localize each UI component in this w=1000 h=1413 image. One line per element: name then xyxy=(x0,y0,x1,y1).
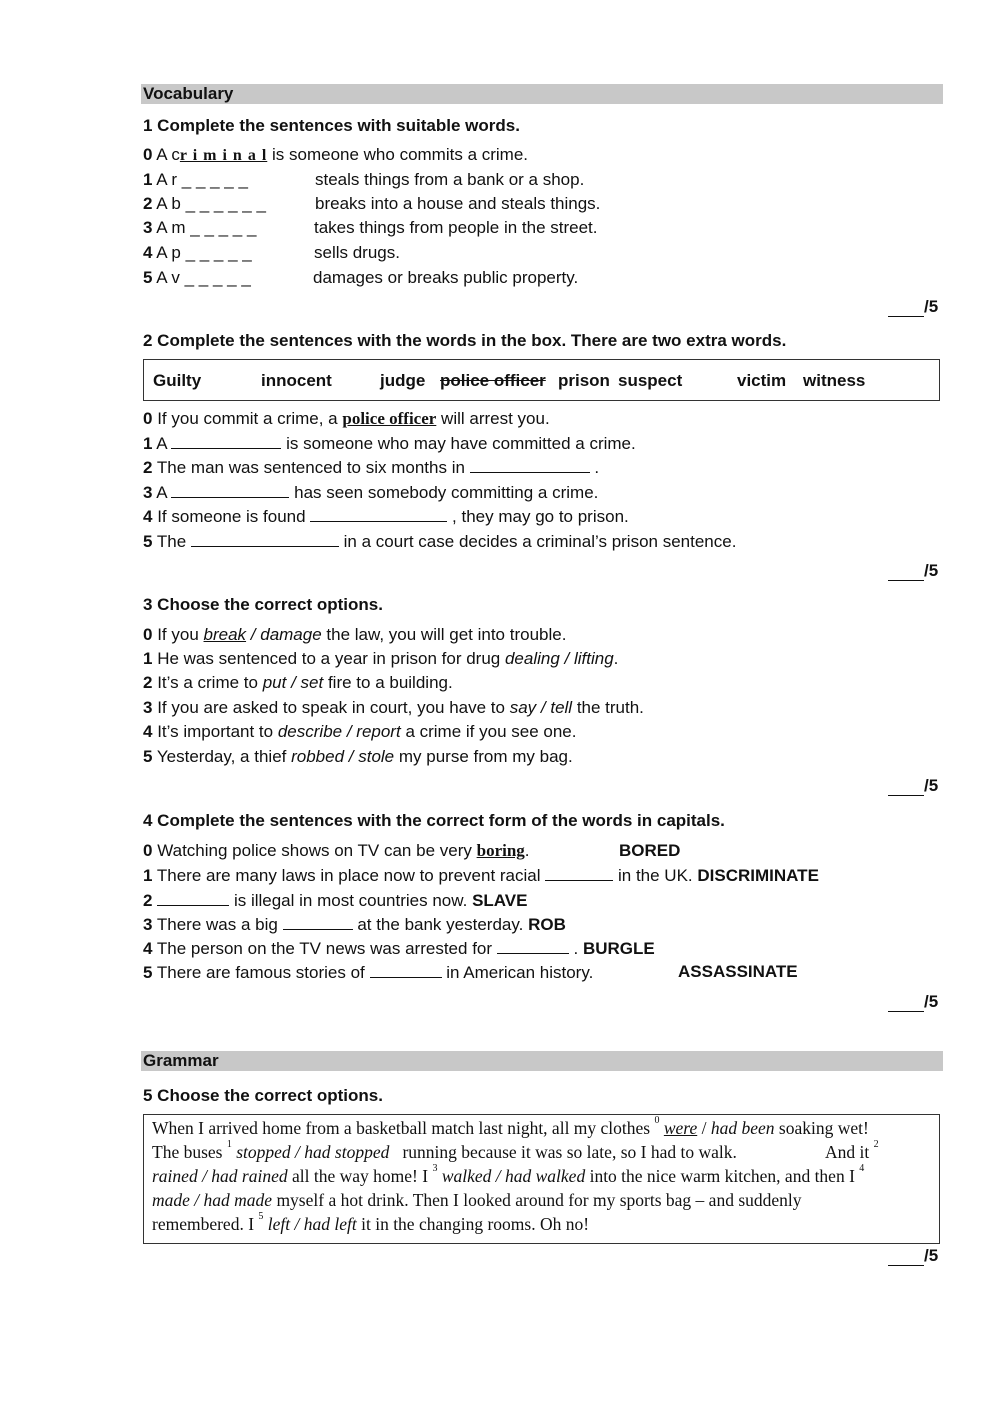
box-word: witness xyxy=(803,371,866,390)
answer-blank[interactable] xyxy=(157,890,229,906)
ex4-item-4: 4 The person on the TV news was arrested for . BURGLE xyxy=(143,939,655,958)
box-word: judge xyxy=(380,371,426,390)
answer-blank[interactable] xyxy=(310,506,447,522)
ex4-item-3: 3 There was a big at the bank yesterday. ROB xyxy=(143,915,566,934)
box-word: Guilty xyxy=(153,371,202,390)
ex2-answer-0: police officer xyxy=(342,409,437,428)
ex5-heading: 5 Choose the correct options. xyxy=(143,1086,383,1105)
ex2-heading: 2 Complete the sentences with the words in the box. There are two extra words. xyxy=(143,331,787,350)
box-word: innocent xyxy=(261,371,332,390)
ex1-item-1-text: steals things from a bank or a shop. xyxy=(315,170,585,189)
ex1-item-4-text: sells drugs. xyxy=(314,243,400,262)
ex4-capital-2: SLAVE xyxy=(472,891,528,910)
box-word: victim xyxy=(737,371,787,390)
ex2-item-4: 4 If someone is found , they may go to prison. xyxy=(143,507,629,526)
ex4-capital-0: BORED xyxy=(619,841,681,860)
ex4-heading: 4 Complete the sentences with the correct form of the words in capitals. xyxy=(143,811,725,830)
ex4-item-1: 1 There are many laws in place now to prevent racial in the UK. DISCRIMINATE xyxy=(143,866,819,885)
ex2-item-1: 1 A is someone who may have committed a crime. xyxy=(143,434,636,453)
ex1-item-0: 0 A cr i m i n a l is someone who commits a crime. xyxy=(143,145,529,164)
section-title-vocabulary: Vocabulary xyxy=(141,84,943,104)
ex1-item-3: 3 A m _ _ _ _ _ xyxy=(143,218,257,237)
answer-blank[interactable] xyxy=(497,938,569,954)
ex1-item-2-text: breaks into a house and steals things. xyxy=(315,194,601,213)
ex4-capital-3: ROB xyxy=(528,915,566,934)
ex1-item-2: 2 A b _ _ _ _ _ _ xyxy=(143,194,266,213)
answer-blank[interactable] xyxy=(171,482,289,498)
grammar-line-1: When I arrived home from a basketball match last night, all my clothes $^0$ were / had been soaking wet! xyxy=(152,1115,869,1138)
ex1-heading: 1 Complete the sentences with suitable words. xyxy=(143,116,520,135)
ex3-item-1: 1 He was sentenced to a year in prison for drug dealing / lifting. xyxy=(143,649,619,668)
ex1-item-4: 4 A p _ _ _ _ _ xyxy=(143,243,252,262)
ex3-item-0: 0 If you break / damage the law, you will get into trouble. xyxy=(143,625,567,644)
grammar-line-3: rained / had rained all the way home! I $^3$ walked / had walked into the nice warm kitchen, and then I $^4$ xyxy=(152,1163,865,1186)
ex3-heading: 3 Choose the correct options. xyxy=(143,595,383,614)
answer-blank[interactable] xyxy=(171,433,281,449)
grammar-line-2: The buses $^1$ stopped / had stopped running because it was so late, so I had to walk. xyxy=(152,1139,737,1162)
answer-blank[interactable] xyxy=(545,865,613,881)
grammar-line-4: made / had made myself a hot drink. Then I looked around for my sports bag – and suddenly xyxy=(152,1190,802,1210)
ex2-item-0: 0 If you commit a crime, a police officer will arrest you. xyxy=(143,409,550,428)
answer-blank[interactable] xyxy=(283,914,353,930)
ex3-item-2: 2 It’s a crime to put / set fire to a building. xyxy=(143,673,453,692)
ex3-item-5: 5 Yesterday, a thief robbed / stole my purse from my bag. xyxy=(143,747,573,766)
ex4-item-2: 2 is illegal in most countries now. SLAVE xyxy=(143,891,528,910)
ex5-score[interactable]: /5 xyxy=(888,1246,942,1266)
ex4-answer-0: boring xyxy=(476,841,525,860)
ex1-answer-0: r i m i n a l xyxy=(179,147,268,164)
box-word-crossed: police officer xyxy=(440,371,546,390)
ex4-capital-5: ASSASSINATE xyxy=(678,962,798,981)
ex2-item-2: 2 The man was sentenced to six months in . xyxy=(143,458,600,477)
ex2-item-5: 5 The in a court case decides a criminal’s prison sentence. xyxy=(143,532,737,551)
grammar-line-5: remembered. I $^5$ left / had left it in the changing rooms. Oh no! xyxy=(152,1211,590,1234)
ex1-item-5-text: damages or breaks public property. xyxy=(313,268,579,287)
box-word: prison xyxy=(558,371,610,390)
ex1-item-3-text: takes things from people in the street. xyxy=(314,218,598,237)
ex4-capital-1: DISCRIMINATE xyxy=(697,866,819,885)
ex2-item-3: 3 A has seen somebody committing a crime. xyxy=(143,483,599,502)
grammar-text-box xyxy=(143,1114,940,1244)
answer-blank[interactable] xyxy=(370,962,442,978)
section-title-grammar: Grammar xyxy=(141,1051,943,1071)
ex1-item-5: 5 A v _ _ _ _ _ xyxy=(143,268,251,287)
answer-blank[interactable] xyxy=(470,457,590,473)
ex2-score[interactable]: /5 xyxy=(888,561,942,581)
ex3-score[interactable]: /5 xyxy=(888,776,942,796)
word-box xyxy=(143,359,940,401)
ex3-item-3: 3 If you are asked to speak in court, you have to say / tell the truth. xyxy=(143,698,644,717)
box-word: suspect xyxy=(618,371,683,390)
grammar-line-2-end: And it $^2$ xyxy=(825,1139,879,1162)
ex4-item-5: 5 There are famous stories of in American history. xyxy=(143,963,594,982)
ex1-item-1: 1 A r _ _ _ _ _ xyxy=(143,170,248,189)
ex3-item-4: 4 It’s important to describe / report a crime if you see one. xyxy=(143,722,577,741)
ex4-item-0: 0 Watching police shows on TV can be very boring. xyxy=(143,841,530,860)
ex1-score[interactable]: /5 xyxy=(888,297,942,317)
answer-blank[interactable] xyxy=(191,531,339,547)
ex4-capital-4: BURGLE xyxy=(582,939,655,958)
ex4-score[interactable]: /5 xyxy=(888,992,942,1012)
